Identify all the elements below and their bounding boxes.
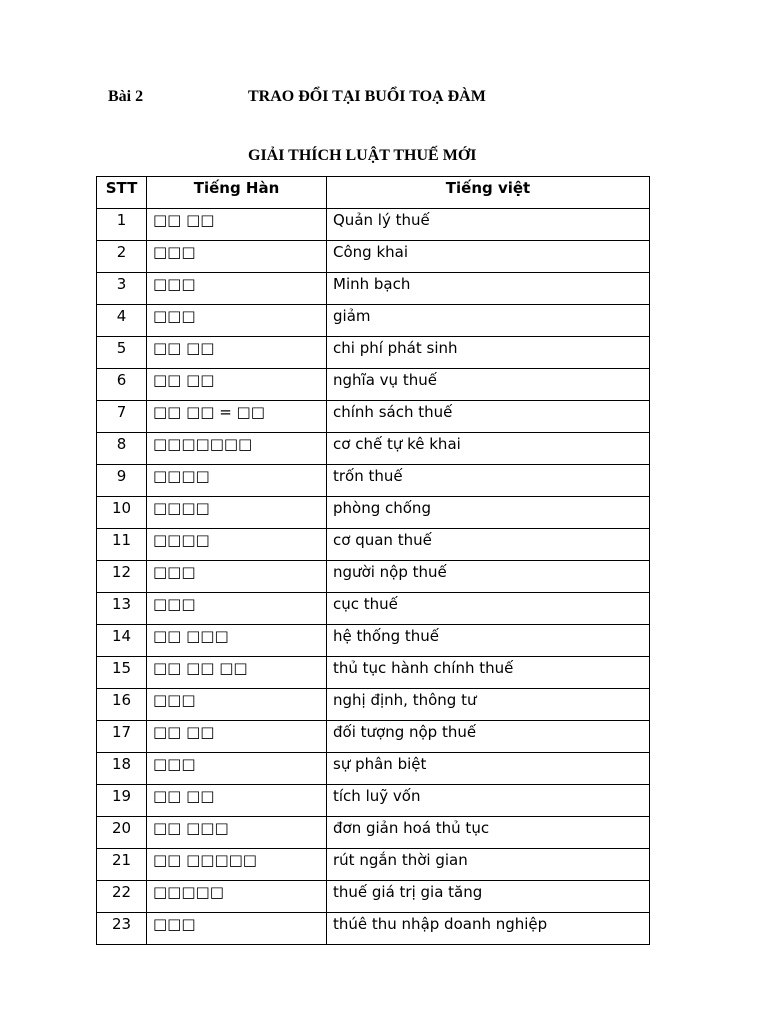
table-row [97, 785, 650, 817]
table-row [97, 753, 650, 785]
row-number: 12 [97, 561, 147, 593]
table-row [97, 817, 650, 849]
vietnamese-term: đơn giản hoá thủ tục [327, 817, 650, 849]
table-row [97, 529, 650, 561]
row-number: 3 [97, 273, 147, 305]
vietnamese-term: sự phân biệt [327, 753, 650, 785]
row-number: 2 [97, 241, 147, 273]
korean-term: □□□ [147, 273, 327, 305]
vietnamese-term: nghị định, thông tư [327, 689, 650, 721]
table-row [97, 465, 650, 497]
korean-term: □□ □□ [147, 785, 327, 817]
vietnamese-term: hệ thống thuế [327, 625, 650, 657]
table-row [97, 497, 650, 529]
korean-term: □□□□ [147, 529, 327, 561]
vietnamese-term: phòng chống [327, 497, 650, 529]
vietnamese-term: thủ tục hành chính thuế [327, 657, 650, 689]
vietnamese-term: chi phí phát sinh [327, 337, 650, 369]
korean-term: □□□ [147, 593, 327, 625]
vietnamese-term: Minh bạch [327, 273, 650, 305]
table-row [97, 657, 650, 689]
vietnamese-term: nghĩa vụ thuế [327, 369, 650, 401]
row-number: 20 [97, 817, 147, 849]
table-row [97, 401, 650, 433]
row-number: 17 [97, 721, 147, 753]
vietnamese-term: đối tượng nộp thuế [327, 721, 650, 753]
row-number: 18 [97, 753, 147, 785]
vietnamese-term: Quản lý thuế [327, 209, 650, 241]
vietnamese-term: rút ngắn thời gian [327, 849, 650, 881]
korean-term: □□□□□□□ [147, 433, 327, 465]
korean-term: □□□ [147, 753, 327, 785]
korean-term: □□ □□ [147, 337, 327, 369]
table-row [97, 337, 650, 369]
vietnamese-term: Công khai [327, 241, 650, 273]
table-row [97, 593, 650, 625]
korean-term: □□□ [147, 305, 327, 337]
row-number: 9 [97, 465, 147, 497]
row-number: 16 [97, 689, 147, 721]
row-number: 14 [97, 625, 147, 657]
korean-term: □□ □□ □□ [147, 657, 327, 689]
table-row [97, 369, 650, 401]
row-number: 8 [97, 433, 147, 465]
table-row [97, 433, 650, 465]
table-row [97, 881, 650, 913]
row-number: 23 [97, 913, 147, 945]
table-row [97, 561, 650, 593]
korean-term: □□ □□□ [147, 817, 327, 849]
table-row [97, 913, 650, 945]
row-number: 10 [97, 497, 147, 529]
column-header-stt: STT [97, 177, 147, 209]
korean-term: □□ □□ = □□ [147, 401, 327, 433]
vietnamese-term: cơ chế tự kê khai [327, 433, 650, 465]
table-row [97, 689, 650, 721]
table-row [97, 273, 650, 305]
row-number: 11 [97, 529, 147, 561]
table-row [97, 849, 650, 881]
vietnamese-term: cục thuế [327, 593, 650, 625]
vietnamese-term: giảm [327, 305, 650, 337]
document-title: GIẢI THÍCH LUẬT THUẾ MỚI [248, 147, 477, 164]
korean-term: □□ □□□ [147, 625, 327, 657]
row-number: 19 [97, 785, 147, 817]
vietnamese-term: tích luỹ vốn [327, 785, 650, 817]
table-row [97, 241, 650, 273]
vietnamese-term: người nộp thuế [327, 561, 650, 593]
korean-term: □□□ [147, 913, 327, 945]
row-number: 7 [97, 401, 147, 433]
korean-term: □□□□ [147, 497, 327, 529]
row-number: 5 [97, 337, 147, 369]
korean-term: □□□ [147, 561, 327, 593]
lesson-topic: TRAO ĐỔI TẠI BUỔI TOẠ ĐÀM [248, 88, 486, 105]
korean-term: □□□ [147, 241, 327, 273]
korean-term: □□□ [147, 689, 327, 721]
vietnamese-term: trốn thuế [327, 465, 650, 497]
row-number: 21 [97, 849, 147, 881]
row-number: 1 [97, 209, 147, 241]
column-header-vietnamese: Tiếng việt [327, 177, 650, 209]
lesson-number: Bài 2 [108, 88, 144, 105]
korean-term: □□□□ [147, 465, 327, 497]
korean-term: □□ □□ [147, 209, 327, 241]
table-row [97, 305, 650, 337]
korean-term: □□ □□□□□ [147, 849, 327, 881]
column-header-korean: Tiếng Hàn [147, 177, 327, 209]
vietnamese-term: chính sách thuế [327, 401, 650, 433]
korean-term: □□ □□ [147, 721, 327, 753]
row-number: 4 [97, 305, 147, 337]
korean-term: □□ □□ [147, 369, 327, 401]
korean-term: □□□□□ [147, 881, 327, 913]
row-number: 13 [97, 593, 147, 625]
table-row [97, 209, 650, 241]
vocabulary-table [96, 176, 650, 945]
table-row [97, 625, 650, 657]
table-header [97, 177, 650, 209]
row-number: 6 [97, 369, 147, 401]
vietnamese-term: cơ quan thuế [327, 529, 650, 561]
vietnamese-term: thuế giá trị gia tăng [327, 881, 650, 913]
row-number: 22 [97, 881, 147, 913]
table-body [97, 209, 650, 945]
vietnamese-term: thúê thu nhập doanh nghiệp [327, 913, 650, 945]
table-header-row [97, 177, 650, 209]
table-row [97, 721, 650, 753]
row-number: 15 [97, 657, 147, 689]
